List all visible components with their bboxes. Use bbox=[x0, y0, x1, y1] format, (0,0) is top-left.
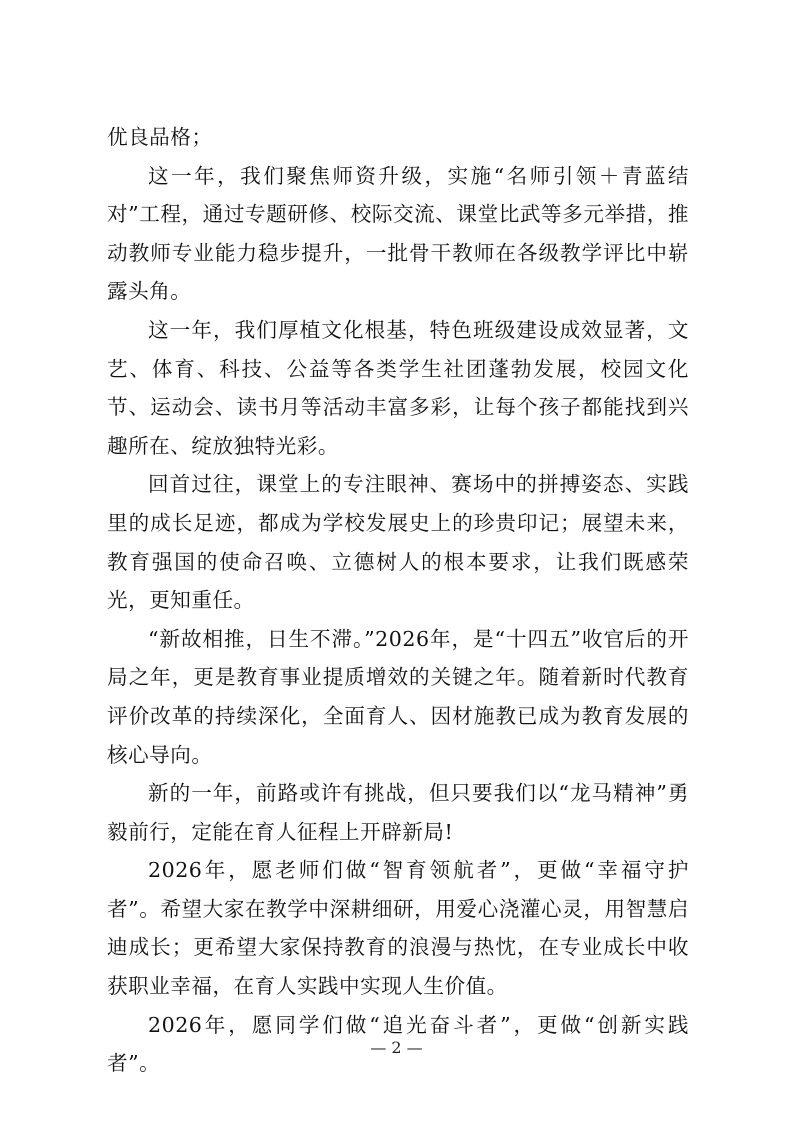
paragraph-2: 这一年，我们聚焦师资升级，实施“名师引领＋青蓝结对”工程，通过专题研修、校际交流、课堂比武等多元举措，推动教师专业能力稳步提升，一批骨干教师在各级教学评比中崭露头角。 bbox=[107, 163, 689, 304]
paragraph-1: 优良品格； bbox=[107, 125, 213, 149]
paragraph-7: 2026年，愿老师们做“智育领航者”，更做“幸福守护者”。希望大家在教学中深耕细研，用爱心浇灌心灵，用智慧启迪成长；更希望大家保持教育的浪漫与热忱，在专业成长中收获职业幸福，在育人实践中实现人生价值。 bbox=[107, 858, 689, 999]
paragraph-8: 2026年，愿同学们做“追光奋斗者”，更做“创新实践者”。 bbox=[107, 1012, 689, 1076]
paragraph-3: 这一年，我们厚植文化根基，特色班级建设成效显著，文艺、体育、科技、公益等各类学生社团蓬勃发展，校园文化节、运动会、读书月等活动丰富多彩，让每个孩子都能找到兴趣所在、绽放独特光彩。 bbox=[107, 317, 689, 458]
paragraph-6: 新的一年，前路或许有挑战，但只要我们以“龙马精神”勇毅前行，定能在育人征程上开辟新局! bbox=[107, 781, 689, 844]
document-body bbox=[107, 118, 689, 1083]
page-number: — 2 — bbox=[370, 1038, 423, 1057]
paragraph-4: 回首过往，课堂上的专注眼神、赛场中的拼搏姿态、实践里的成长足迹，都成为学校发展史上的珍贵印记；展望未来，教育强国的使命召唤、立德树人的根本要求，让我们既感荣光，更知重任。 bbox=[107, 472, 689, 613]
paragraph-5: “新故相推，日生不滞。”2026年，是“十四五”收官后的开局之年，更是教育事业提质增效的关键之年。随着新时代教育评价改革的持续深化，全面育人、因材施教已成为教育发展的核心导向。 bbox=[107, 626, 689, 767]
